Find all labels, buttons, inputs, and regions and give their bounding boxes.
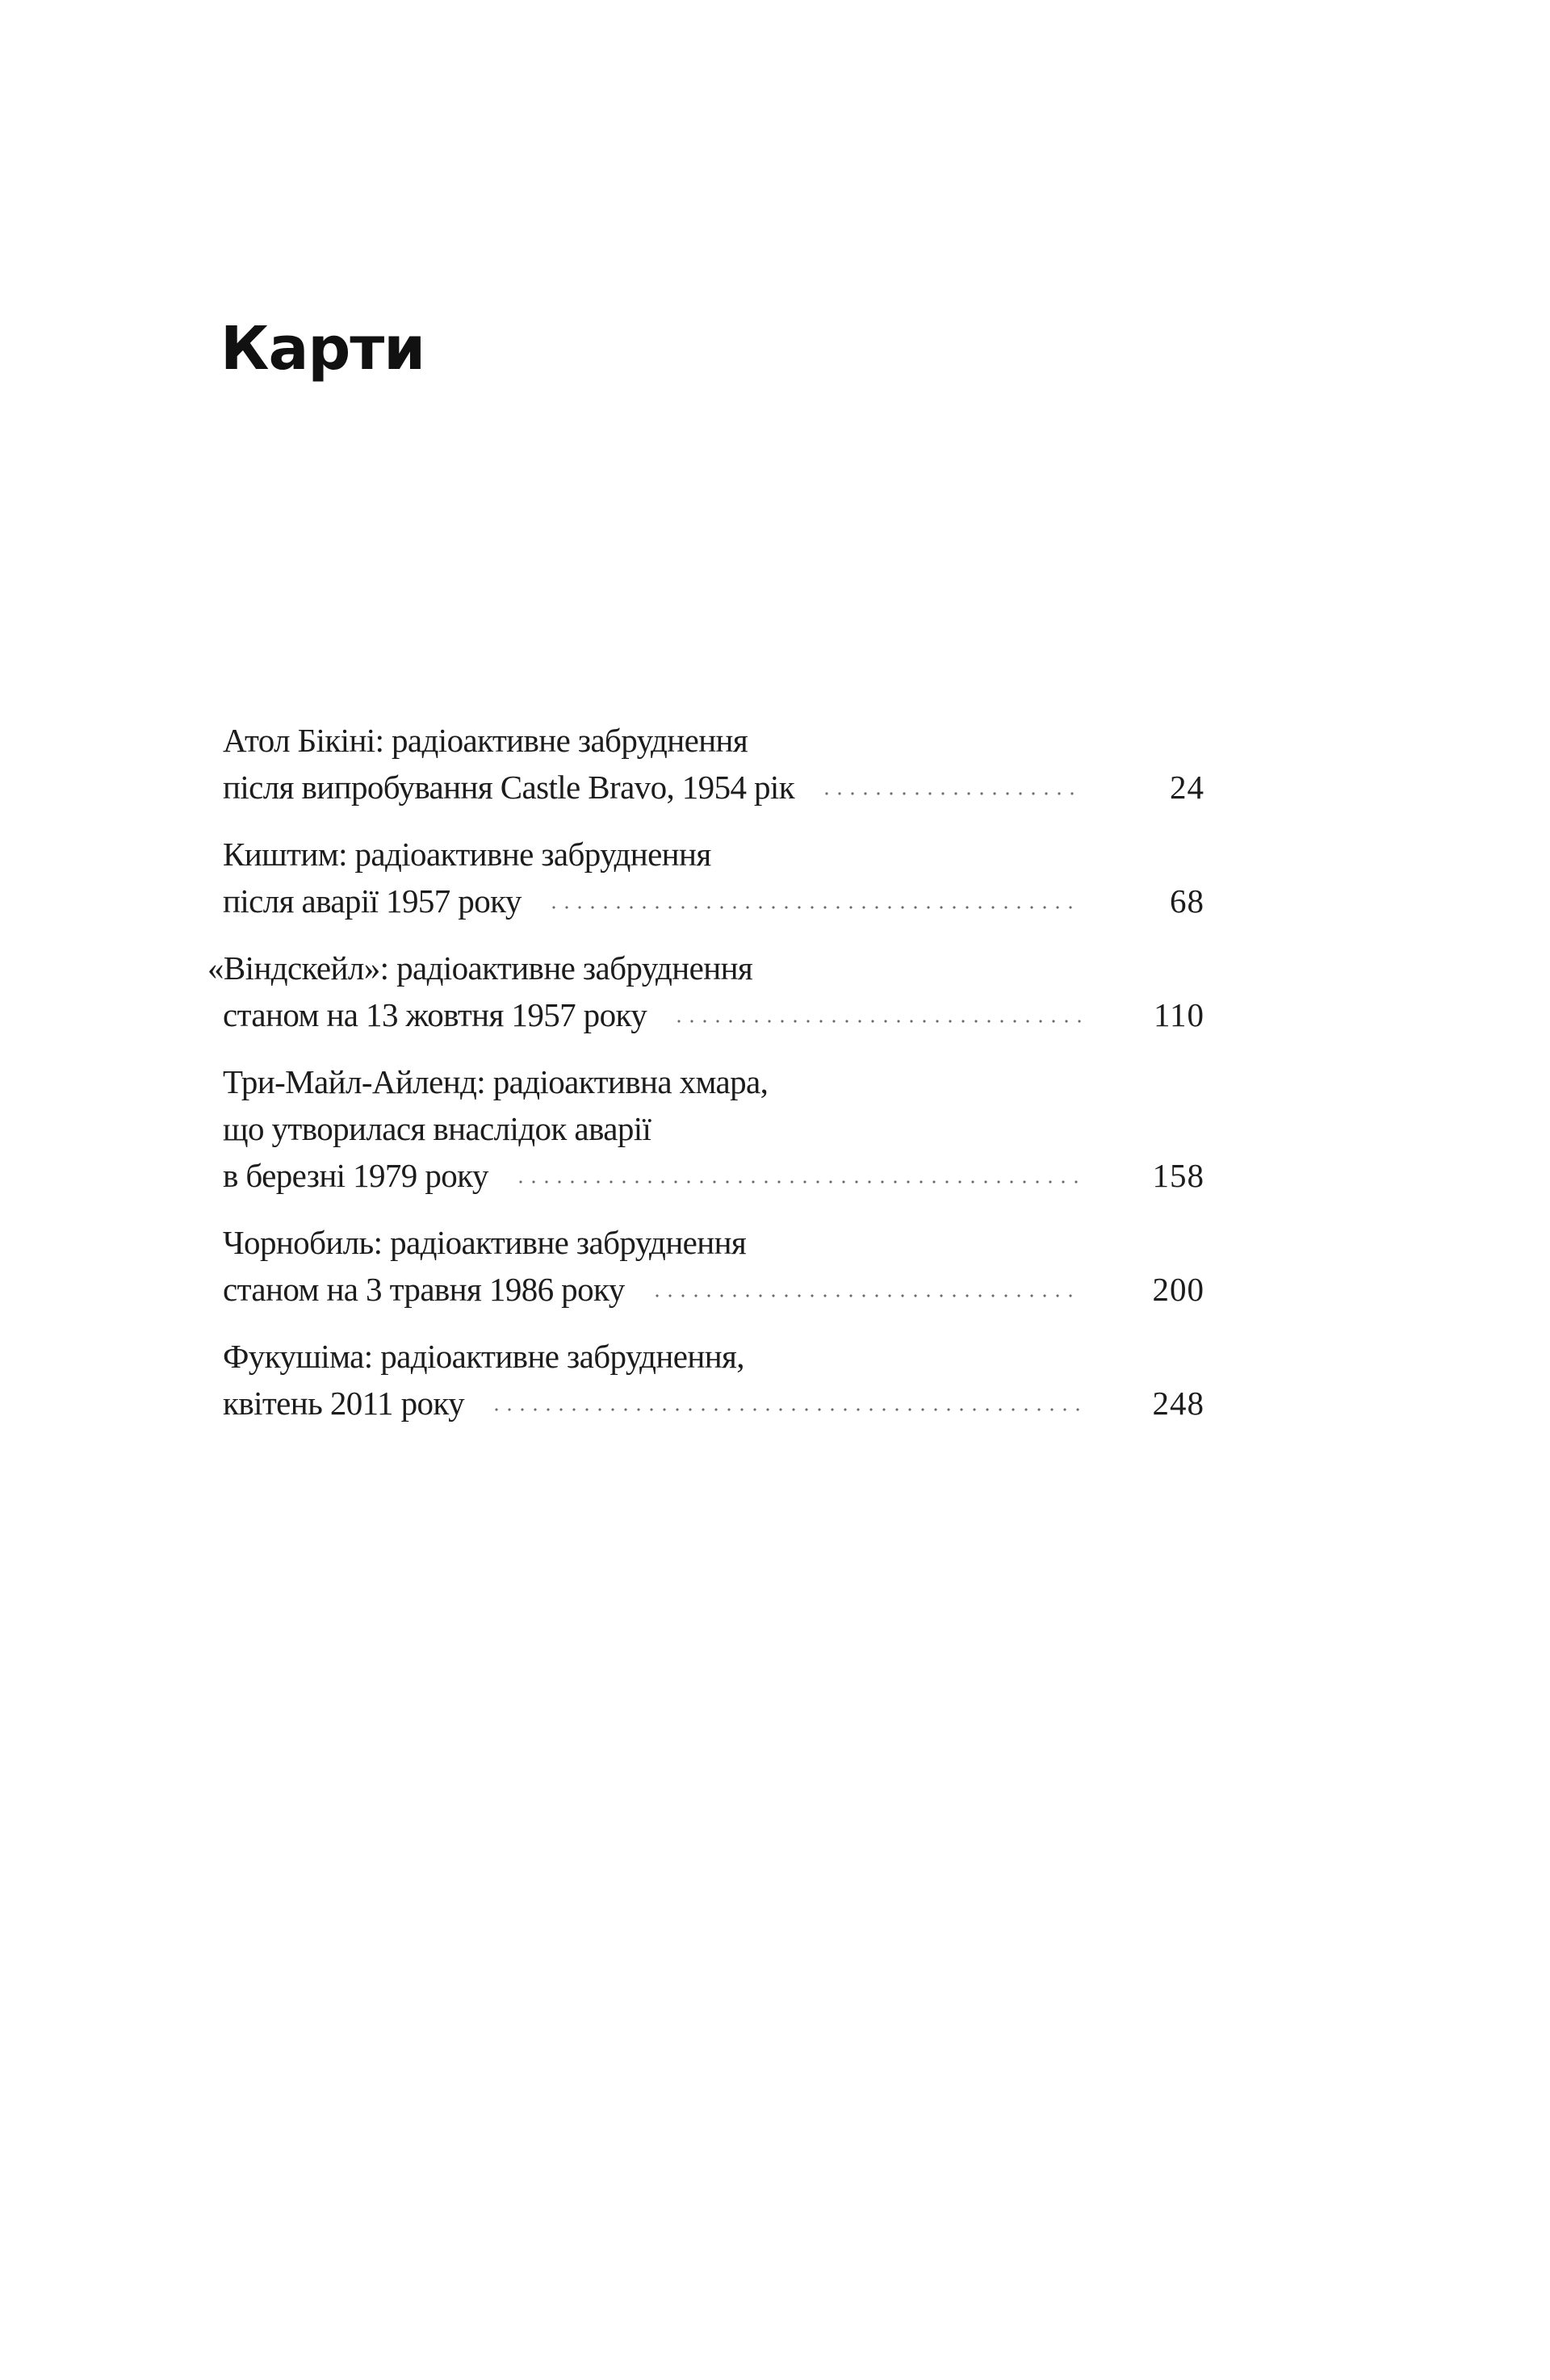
dot-leader bbox=[514, 1180, 1086, 1184]
toc-page-number[interactable]: 24 bbox=[1170, 769, 1204, 806]
toc-entry-title-line: що утворилася внаслідок аварії bbox=[223, 1110, 651, 1147]
toc-entry-title-line: Чорнобиль: радіоактивне забруднення bbox=[223, 1224, 747, 1261]
toc-entry-last-line bbox=[223, 991, 1204, 1038]
toc-entry-title-line: після випробування Castle Bravo, 1954 рік bbox=[223, 769, 795, 806]
toc-entry-title-line: Фукушіма: радіоактивне забруднення, bbox=[223, 1338, 744, 1375]
toc-entry-title-line: Киштим: радіоактивне забруднення bbox=[223, 836, 711, 873]
toc-entry-title-line: станом на 13 жовтня 1957 року bbox=[223, 996, 647, 1033]
toc-entry-last-line bbox=[223, 1380, 1204, 1427]
dot-leader bbox=[672, 1020, 1089, 1023]
dot-leader bbox=[490, 1408, 1087, 1411]
toc-entry-last-line bbox=[223, 878, 1204, 924]
maps-table-of-contents bbox=[207, 717, 1204, 1447]
dot-leader bbox=[651, 1294, 1080, 1297]
toc-entry-last-line bbox=[223, 1152, 1204, 1199]
toc-entry-title-line: після аварії 1957 року bbox=[223, 882, 522, 920]
toc-page-number[interactable]: 110 bbox=[1154, 996, 1204, 1033]
toc-entry-title-line: Три-Майл-Айленд: радіоактивна хмара, bbox=[223, 1063, 769, 1100]
toc-entry-title-line: станом на 3 травня 1986 року bbox=[223, 1271, 625, 1308]
toc-entry[interactable] bbox=[223, 1219, 1204, 1313]
toc-entry[interactable] bbox=[223, 831, 1204, 924]
dot-leader bbox=[820, 792, 1082, 795]
toc-entry[interactable] bbox=[223, 1333, 1204, 1427]
toc-entry-title-line: в березні 1979 року bbox=[223, 1157, 488, 1194]
toc-page-number[interactable]: 200 bbox=[1152, 1271, 1204, 1308]
toc-page-number[interactable]: 248 bbox=[1152, 1385, 1204, 1422]
toc-entry-last-line bbox=[223, 764, 1204, 811]
toc-entry-last-line bbox=[223, 1266, 1204, 1313]
toc-entry-title-line: «Віндскейл»: радіоактивне забруднення bbox=[207, 949, 753, 987]
toc-entry-title-line: Атол Бікіні: радіоактивне забруднення bbox=[223, 722, 748, 759]
page-title: Карти bbox=[220, 314, 425, 383]
toc-page-number[interactable]: 158 bbox=[1152, 1157, 1204, 1194]
toc-page-number[interactable]: 68 bbox=[1170, 882, 1204, 920]
toc-entry[interactable] bbox=[223, 717, 1204, 811]
toc-entry[interactable] bbox=[223, 1058, 1204, 1199]
dot-leader bbox=[547, 906, 1080, 909]
toc-entry[interactable] bbox=[207, 945, 1204, 1038]
toc-entry-title-line: квітень 2011 року bbox=[223, 1385, 465, 1422]
